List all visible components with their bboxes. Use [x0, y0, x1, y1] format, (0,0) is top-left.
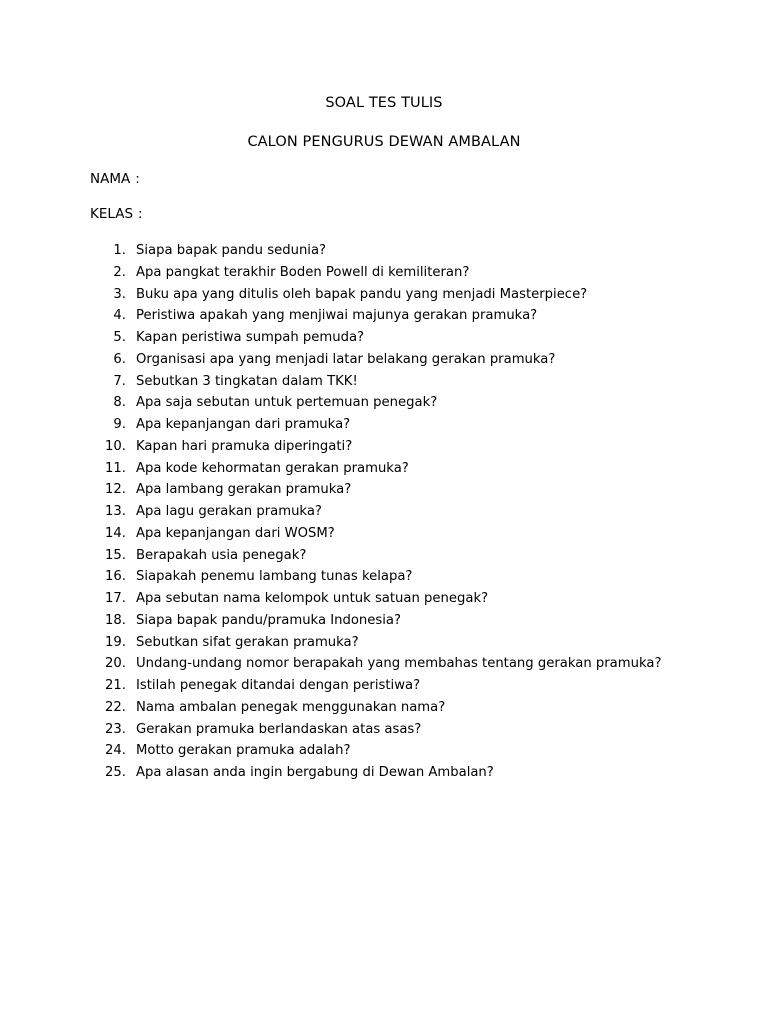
question-text: Apa lambang gerakan pramuka? [136, 482, 352, 498]
question-text: Sebutkan sifat gerakan pramuka? [136, 634, 359, 650]
document-subtitle: CALON PENGURUS DEWAN AMBALAN [247, 134, 521, 150]
question-number: 13. [105, 504, 126, 519]
question-number: 4. [113, 308, 126, 324]
nama-field [90, 171, 140, 187]
question-text: Apa kepanjangan dari WOSM? [136, 525, 335, 541]
question-text: Motto gerakan pramuka adalah? [136, 743, 351, 759]
question-number: 21. [105, 678, 126, 693]
kelas-field [90, 206, 143, 222]
kelas-label: KELAS [90, 206, 134, 222]
question-number: 14. [105, 525, 126, 541]
question-text: Siapa bapak pandu/pramuka Indonesia? [136, 612, 402, 628]
nama-label: NAMA [90, 171, 131, 187]
question-text: Istilah penegak ditandai dengan peristiwa? [136, 678, 421, 693]
question-text: Berapakah usia penegak? [136, 547, 307, 563]
question-number: 18. [105, 612, 126, 628]
question-text: Buku apa yang ditulis oleh bapak pandu yang menjadi Masterpiece? [136, 286, 588, 302]
question-number: 12. [105, 482, 126, 498]
question-number: 19. [105, 634, 126, 650]
question-text: Siapa bapak pandu sedunia? [136, 243, 327, 258]
question-number: 16. [105, 569, 126, 585]
question-text: Kapan peristiwa sumpah pemuda? [136, 330, 365, 345]
question-text: Apa lagu gerakan pramuka? [136, 504, 322, 519]
question-number: 11. [105, 460, 126, 476]
question-text: Peristiwa apakah yang menjiwai majunya gerakan pramuka? [136, 308, 538, 324]
question-number: 2. [113, 264, 126, 280]
nama-colon: : [135, 171, 140, 187]
question-number: 7. [113, 373, 126, 389]
question-text: Apa kepanjangan dari pramuka? [136, 417, 351, 432]
question-number: 3. [113, 286, 126, 302]
question-text: Apa sebutan nama kelompok untuk satuan penegak? [136, 591, 489, 606]
question-text: Gerakan pramuka berlandaskan atas asas? [136, 721, 422, 737]
question-number: 15. [105, 547, 126, 563]
question-number: 22. [105, 699, 126, 715]
question-number: 20. [105, 656, 126, 672]
question-text: Apa alasan anda ingin bergabung di Dewan Ambalan? [136, 765, 494, 780]
question-number: 17. [105, 591, 126, 606]
question-text: Apa pangkat terakhir Boden Powell di kemiliteran? [136, 264, 470, 280]
document-title: SOAL TES TULIS [325, 95, 443, 111]
question-text: Sebutkan 3 tingkatan dalam TKK! [136, 373, 358, 389]
question-number: 1. [113, 243, 126, 258]
question-number: 8. [113, 395, 126, 411]
question-text: Apa kode kehormatan gerakan pramuka? [136, 460, 409, 476]
question-number: 9. [113, 417, 126, 432]
question-number: 10. [105, 438, 126, 454]
question-text: Nama ambalan penegak menggunakan nama? [136, 699, 446, 715]
question-number: 5. [113, 330, 126, 345]
question-number: 24. [105, 743, 126, 759]
question-text: Siapakah penemu lambang tunas kelapa? [136, 569, 413, 585]
question-number: 6. [113, 351, 126, 367]
kelas-colon: : [138, 206, 143, 222]
question-text: Kapan hari pramuka diperingati? [136, 438, 353, 454]
question-text: Apa saja sebutan untuk pertemuan penegak? [136, 395, 438, 411]
question-number: 25. [105, 765, 126, 780]
question-text: Undang-undang nomor berapakah yang membahas tentang gerakan pramuka? [136, 656, 662, 672]
question-text: Organisasi apa yang menjadi latar belakang gerakan pramuka? [136, 351, 556, 367]
question-number: 23. [105, 721, 126, 737]
